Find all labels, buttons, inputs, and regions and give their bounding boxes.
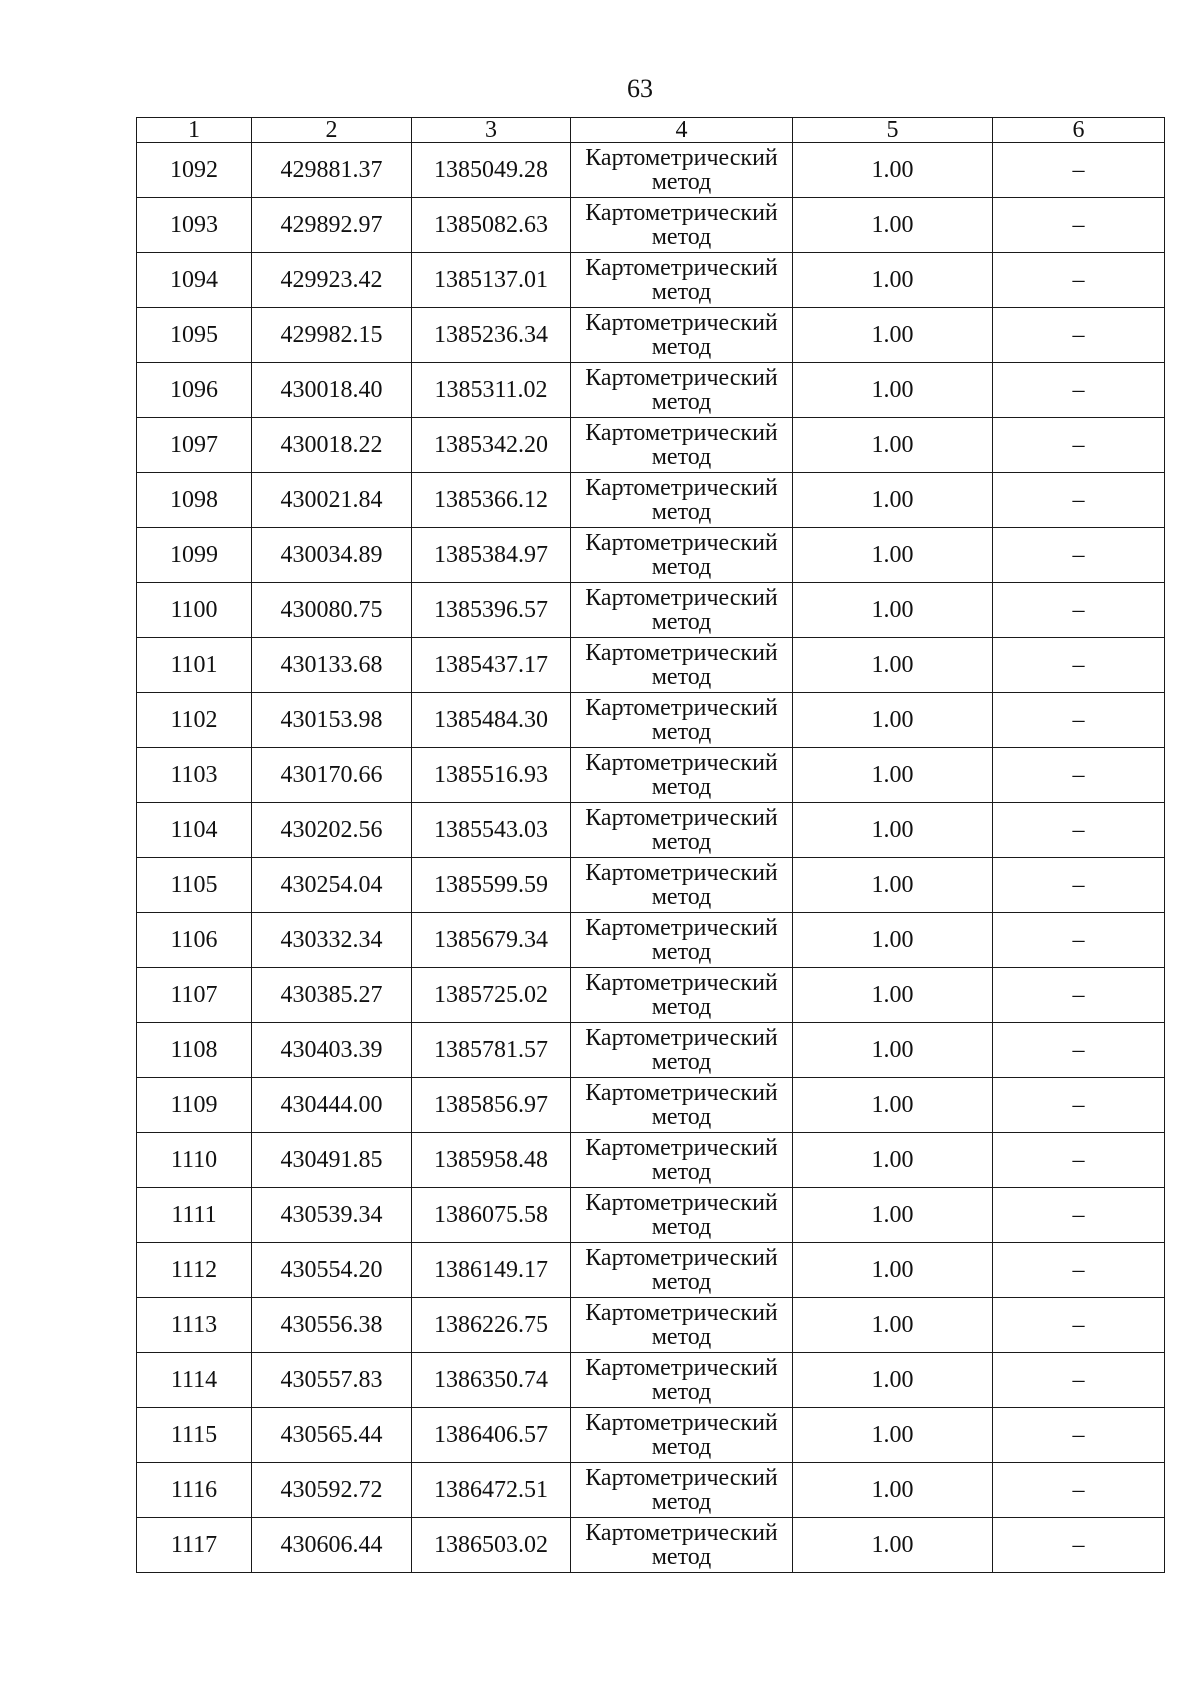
method-cell	[571, 1518, 793, 1573]
table-row	[137, 1463, 1165, 1518]
column-header-3: 3	[412, 118, 571, 143]
table-body	[137, 143, 1165, 1573]
point-number-cell: 1096	[137, 363, 252, 418]
note-cell: –	[993, 308, 1165, 363]
method-text-line1: Картометрический	[585, 1025, 778, 1051]
precision-cell: 1.00	[793, 473, 993, 528]
y-coordinate-cell: 1386406.57	[412, 1408, 571, 1463]
point-number-cell: 1106	[137, 913, 252, 968]
y-coordinate-cell: 1385049.28	[412, 143, 571, 198]
method-text-line2: метод	[651, 554, 712, 580]
method-text-line2: метод	[651, 1214, 712, 1240]
table-row	[137, 1133, 1165, 1188]
method-text-line1: Картометрический	[585, 1465, 778, 1491]
point-number-cell: 1105	[137, 858, 252, 913]
method-cell	[571, 418, 793, 473]
method-text-line1: Картометрический	[585, 585, 778, 611]
note-cell: –	[993, 143, 1165, 198]
note-cell: –	[993, 1188, 1165, 1243]
point-number-cell: 1102	[137, 693, 252, 748]
method-cell	[571, 693, 793, 748]
note-cell: –	[993, 1298, 1165, 1353]
method-cell	[571, 803, 793, 858]
method-text-line1: Картометрический	[585, 1355, 778, 1381]
note-cell: –	[993, 693, 1165, 748]
table-row	[137, 143, 1165, 198]
y-coordinate-cell: 1385543.03	[412, 803, 571, 858]
x-coordinate-cell: 430556.38	[252, 1298, 412, 1353]
method-text-line1: Картометрический	[585, 915, 778, 941]
method-text-line2: метод	[651, 334, 712, 360]
x-coordinate-cell: 430254.04	[252, 858, 412, 913]
x-coordinate-cell: 430491.85	[252, 1133, 412, 1188]
point-number-cell: 1114	[137, 1353, 252, 1408]
point-number-cell: 1110	[137, 1133, 252, 1188]
x-coordinate-cell: 430332.34	[252, 913, 412, 968]
point-number-cell: 1097	[137, 418, 252, 473]
method-text-line2: метод	[651, 664, 712, 690]
table-row	[137, 803, 1165, 858]
x-coordinate-cell: 430133.68	[252, 638, 412, 693]
method-text-line2: метод	[651, 279, 712, 305]
note-cell: –	[993, 1078, 1165, 1133]
point-number-cell: 1101	[137, 638, 252, 693]
header-row	[137, 118, 1165, 143]
precision-cell: 1.00	[793, 1298, 993, 1353]
method-cell	[571, 1023, 793, 1078]
method-text-line2: метод	[651, 444, 712, 470]
table-row	[137, 748, 1165, 803]
table-header	[137, 118, 1165, 143]
y-coordinate-cell: 1386149.17	[412, 1243, 571, 1298]
table-row	[137, 1518, 1165, 1573]
x-coordinate-cell: 430021.84	[252, 473, 412, 528]
precision-cell: 1.00	[793, 1133, 993, 1188]
method-text-line2: метод	[651, 829, 712, 855]
method-cell	[571, 528, 793, 583]
method-text-line2: метод	[651, 719, 712, 745]
column-header-6: 6	[993, 118, 1165, 143]
table-row	[137, 1353, 1165, 1408]
precision-cell: 1.00	[793, 583, 993, 638]
y-coordinate-cell: 1385311.02	[412, 363, 571, 418]
x-coordinate-cell: 430034.89	[252, 528, 412, 583]
x-coordinate-cell: 430170.66	[252, 748, 412, 803]
method-text-line1: Картометрический	[585, 805, 778, 831]
precision-cell: 1.00	[793, 693, 993, 748]
method-text-line1: Картометрический	[585, 750, 778, 776]
table-row	[137, 638, 1165, 693]
note-cell: –	[993, 913, 1165, 968]
y-coordinate-cell: 1386350.74	[412, 1353, 571, 1408]
y-coordinate-cell: 1385516.93	[412, 748, 571, 803]
precision-cell: 1.00	[793, 528, 993, 583]
y-coordinate-cell: 1386503.02	[412, 1518, 571, 1573]
note-cell: –	[993, 473, 1165, 528]
point-number-cell: 1115	[137, 1408, 252, 1463]
method-text-line2: метод	[651, 169, 712, 195]
point-number-cell: 1095	[137, 308, 252, 363]
x-coordinate-cell: 430592.72	[252, 1463, 412, 1518]
method-cell	[571, 748, 793, 803]
point-number-cell: 1107	[137, 968, 252, 1023]
table-row	[137, 253, 1165, 308]
table-row	[137, 1188, 1165, 1243]
y-coordinate-cell: 1385396.57	[412, 583, 571, 638]
y-coordinate-cell: 1385599.59	[412, 858, 571, 913]
table-row	[137, 473, 1165, 528]
method-text-line1: Картометрический	[585, 200, 778, 226]
method-text-line1: Картометрический	[585, 695, 778, 721]
method-text-line1: Картометрический	[585, 475, 778, 501]
method-cell	[571, 1463, 793, 1518]
y-coordinate-cell: 1385137.01	[412, 253, 571, 308]
precision-cell: 1.00	[793, 803, 993, 858]
note-cell: –	[993, 418, 1165, 473]
x-coordinate-cell: 430606.44	[252, 1518, 412, 1573]
note-cell: –	[993, 528, 1165, 583]
note-cell: –	[993, 638, 1165, 693]
y-coordinate-cell: 1385856.97	[412, 1078, 571, 1133]
precision-cell: 1.00	[793, 858, 993, 913]
y-coordinate-cell: 1385725.02	[412, 968, 571, 1023]
method-text-line1: Картометрический	[585, 640, 778, 666]
method-text-line2: метод	[651, 774, 712, 800]
method-text-line2: метод	[651, 939, 712, 965]
x-coordinate-cell: 429923.42	[252, 253, 412, 308]
y-coordinate-cell: 1386075.58	[412, 1188, 571, 1243]
x-coordinate-cell: 429982.15	[252, 308, 412, 363]
method-text-line2: метод	[651, 609, 712, 635]
point-number-cell: 1116	[137, 1463, 252, 1518]
method-cell	[571, 308, 793, 363]
method-cell	[571, 363, 793, 418]
method-cell	[571, 143, 793, 198]
y-coordinate-cell: 1385342.20	[412, 418, 571, 473]
method-text-line1: Картометрический	[585, 365, 778, 391]
point-number-cell: 1108	[137, 1023, 252, 1078]
table-row	[137, 198, 1165, 253]
x-coordinate-cell: 430202.56	[252, 803, 412, 858]
y-coordinate-cell: 1385679.34	[412, 913, 571, 968]
y-coordinate-cell: 1386472.51	[412, 1463, 571, 1518]
x-coordinate-cell: 430385.27	[252, 968, 412, 1023]
point-number-cell: 1104	[137, 803, 252, 858]
precision-cell: 1.00	[793, 913, 993, 968]
precision-cell: 1.00	[793, 1353, 993, 1408]
method-cell	[571, 913, 793, 968]
method-cell	[571, 583, 793, 638]
table-row	[137, 1023, 1165, 1078]
precision-cell: 1.00	[793, 638, 993, 693]
page-number: 63	[627, 74, 653, 103]
method-text-line1: Картометрический	[585, 310, 778, 336]
method-text-line2: метод	[651, 1049, 712, 1075]
table-row	[137, 418, 1165, 473]
method-cell	[571, 1298, 793, 1353]
method-cell	[571, 1243, 793, 1298]
method-text-line1: Картометрический	[585, 420, 778, 446]
table-row	[137, 363, 1165, 418]
precision-cell: 1.00	[793, 143, 993, 198]
method-cell	[571, 968, 793, 1023]
x-coordinate-cell: 430539.34	[252, 1188, 412, 1243]
method-cell	[571, 858, 793, 913]
y-coordinate-cell: 1386226.75	[412, 1298, 571, 1353]
x-coordinate-cell: 430444.00	[252, 1078, 412, 1133]
point-number-cell: 1100	[137, 583, 252, 638]
note-cell: –	[993, 1023, 1165, 1078]
x-coordinate-cell: 430557.83	[252, 1353, 412, 1408]
column-header-2: 2	[252, 118, 412, 143]
method-text-line2: метод	[651, 1489, 712, 1515]
y-coordinate-cell: 1385366.12	[412, 473, 571, 528]
coordinates-table	[136, 117, 1165, 1573]
method-text-line2: метод	[651, 1434, 712, 1460]
method-text-line1: Картометрический	[585, 1245, 778, 1271]
method-text-line1: Картометрический	[585, 1300, 778, 1326]
x-coordinate-cell: 430018.22	[252, 418, 412, 473]
note-cell: –	[993, 748, 1165, 803]
precision-cell: 1.00	[793, 253, 993, 308]
precision-cell: 1.00	[793, 363, 993, 418]
point-number-cell: 1099	[137, 528, 252, 583]
table-row	[137, 583, 1165, 638]
y-coordinate-cell: 1385781.57	[412, 1023, 571, 1078]
note-cell: –	[993, 858, 1165, 913]
note-cell: –	[993, 1518, 1165, 1573]
method-text-line1: Картометрический	[585, 1080, 778, 1106]
precision-cell: 1.00	[793, 198, 993, 253]
method-text-line2: метод	[651, 1379, 712, 1405]
method-text-line1: Картометрический	[585, 145, 778, 171]
method-cell	[571, 1408, 793, 1463]
y-coordinate-cell: 1385082.63	[412, 198, 571, 253]
method-text-line1: Картометрический	[585, 1520, 778, 1546]
point-number-cell: 1111	[137, 1188, 252, 1243]
note-cell: –	[993, 1463, 1165, 1518]
method-cell	[571, 473, 793, 528]
point-number-cell: 1117	[137, 1518, 252, 1573]
y-coordinate-cell: 1385958.48	[412, 1133, 571, 1188]
x-coordinate-cell: 430018.40	[252, 363, 412, 418]
precision-cell: 1.00	[793, 1408, 993, 1463]
precision-cell: 1.00	[793, 1243, 993, 1298]
point-number-cell: 1103	[137, 748, 252, 803]
method-text-line2: метод	[651, 1544, 712, 1570]
note-cell: –	[993, 1408, 1165, 1463]
method-cell	[571, 1353, 793, 1408]
point-number-cell: 1113	[137, 1298, 252, 1353]
method-text-line1: Картометрический	[585, 255, 778, 281]
note-cell: –	[993, 1243, 1165, 1298]
method-cell	[571, 1078, 793, 1133]
method-text-line2: метод	[651, 389, 712, 415]
method-cell	[571, 638, 793, 693]
precision-cell: 1.00	[793, 1518, 993, 1573]
x-coordinate-cell: 429881.37	[252, 143, 412, 198]
method-text-line1: Картометрический	[585, 1410, 778, 1436]
note-cell: –	[993, 1133, 1165, 1188]
column-header-4: 4	[571, 118, 793, 143]
precision-cell: 1.00	[793, 1463, 993, 1518]
table-row	[137, 1408, 1165, 1463]
method-text-line2: метод	[651, 1104, 712, 1130]
method-text-line2: метод	[651, 499, 712, 525]
point-number-cell: 1092	[137, 143, 252, 198]
point-number-cell: 1093	[137, 198, 252, 253]
x-coordinate-cell: 429892.97	[252, 198, 412, 253]
method-text-line2: метод	[651, 994, 712, 1020]
method-cell	[571, 1188, 793, 1243]
table-row	[137, 528, 1165, 583]
y-coordinate-cell: 1385236.34	[412, 308, 571, 363]
y-coordinate-cell: 1385437.17	[412, 638, 571, 693]
method-cell	[571, 253, 793, 308]
y-coordinate-cell: 1385484.30	[412, 693, 571, 748]
table-row	[137, 858, 1165, 913]
x-coordinate-cell: 430403.39	[252, 1023, 412, 1078]
note-cell: –	[993, 253, 1165, 308]
note-cell: –	[993, 803, 1165, 858]
note-cell: –	[993, 1353, 1165, 1408]
method-text-line2: метод	[651, 1269, 712, 1295]
table-row	[137, 1243, 1165, 1298]
table-row	[137, 968, 1165, 1023]
method-text-line2: метод	[651, 1324, 712, 1350]
table-row	[137, 693, 1165, 748]
column-header-1: 1	[137, 118, 252, 143]
method-text-line1: Картометрический	[585, 860, 778, 886]
y-coordinate-cell: 1385384.97	[412, 528, 571, 583]
point-number-cell: 1098	[137, 473, 252, 528]
point-number-cell: 1112	[137, 1243, 252, 1298]
x-coordinate-cell: 430554.20	[252, 1243, 412, 1298]
precision-cell: 1.00	[793, 1023, 993, 1078]
method-text-line2: метод	[651, 224, 712, 250]
x-coordinate-cell: 430153.98	[252, 693, 412, 748]
table-row	[137, 1298, 1165, 1353]
precision-cell: 1.00	[793, 1078, 993, 1133]
method-text-line1: Картометрический	[585, 970, 778, 996]
method-text-line2: метод	[651, 1159, 712, 1185]
table-row	[137, 1078, 1165, 1133]
precision-cell: 1.00	[793, 1188, 993, 1243]
method-cell	[571, 1133, 793, 1188]
precision-cell: 1.00	[793, 418, 993, 473]
note-cell: –	[993, 363, 1165, 418]
point-number-cell: 1094	[137, 253, 252, 308]
precision-cell: 1.00	[793, 748, 993, 803]
method-text-line1: Картометрический	[585, 1135, 778, 1161]
x-coordinate-cell: 430565.44	[252, 1408, 412, 1463]
precision-cell: 1.00	[793, 968, 993, 1023]
table-row	[137, 308, 1165, 363]
note-cell: –	[993, 968, 1165, 1023]
column-header-5: 5	[793, 118, 993, 143]
method-text-line1: Картометрический	[585, 530, 778, 556]
x-coordinate-cell: 430080.75	[252, 583, 412, 638]
note-cell: –	[993, 198, 1165, 253]
method-text-line1: Картометрический	[585, 1190, 778, 1216]
point-number-cell: 1109	[137, 1078, 252, 1133]
note-cell: –	[993, 583, 1165, 638]
table-row	[137, 913, 1165, 968]
method-text-line2: метод	[651, 884, 712, 910]
precision-cell: 1.00	[793, 308, 993, 363]
method-cell	[571, 198, 793, 253]
